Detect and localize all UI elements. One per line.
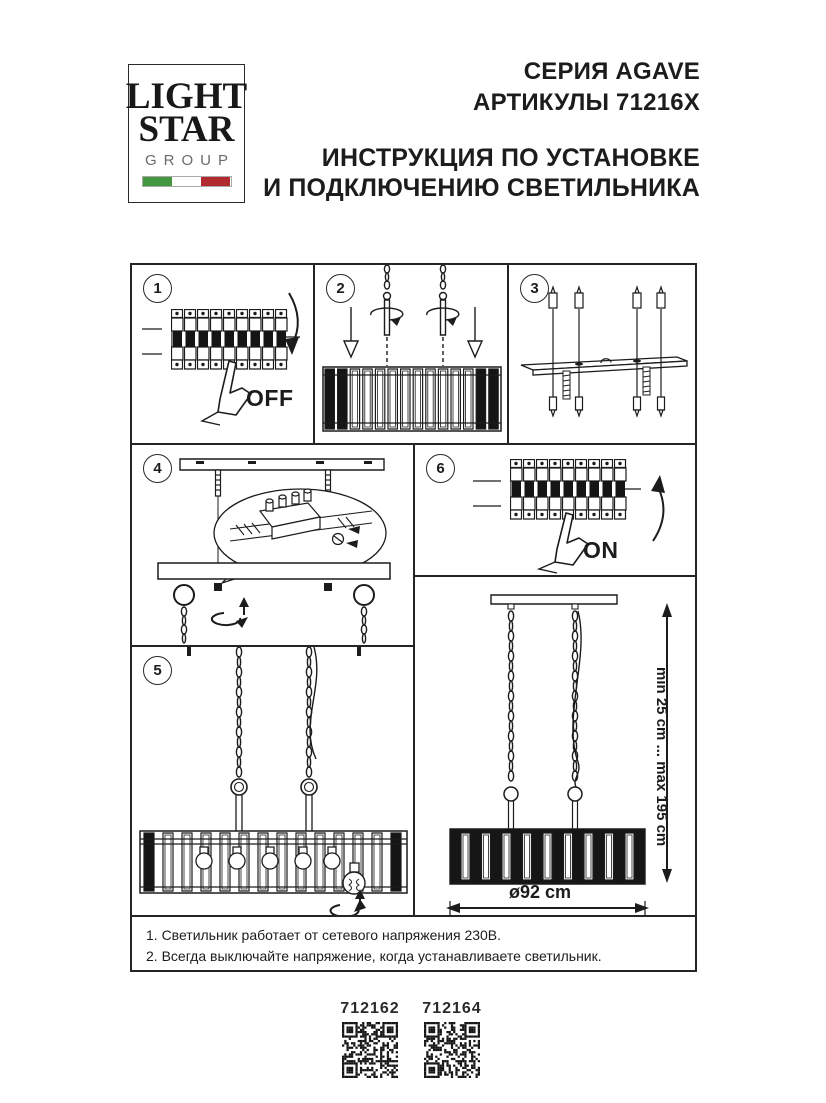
breaker-on-diagram [415, 445, 695, 575]
notes-panel [130, 915, 697, 972]
article-codes [339, 1000, 483, 1078]
article-code-label: 712162 [340, 1000, 400, 1017]
article-code-712162 [339, 1000, 401, 1078]
articles-title: АРТИКУЛЫ 71216X [473, 89, 700, 116]
step-6-number: 6 [426, 454, 455, 483]
step-2-number: 2 [326, 274, 355, 303]
article-code-label: 712164 [422, 1000, 482, 1017]
note-line-2: 2. Всегда выключайте напряжение, когда устанавливаете светильник. [146, 948, 602, 964]
flag-white [172, 177, 201, 186]
note-line-1: 1. Светильник работает от сетевого напряжения 230В. [146, 927, 502, 943]
diameter-label: ø92 cm [508, 882, 572, 902]
bulb-installation-diagram [132, 647, 413, 915]
height-range-label: min 25 cm ... max 195 cm [653, 667, 670, 847]
logo-text-light: LIGHT [125, 76, 248, 117]
step-3-number: 3 [520, 274, 549, 303]
step-1-panel [130, 263, 315, 445]
flag-green [143, 177, 172, 186]
step-1-number: 1 [143, 274, 172, 303]
italian-flag-stripe [142, 176, 232, 187]
instruction-title-line1: ИНСТРУКЦИЯ ПО УСТАНОВКЕ [321, 144, 700, 172]
ceiling-mount-wiring-diagram [132, 445, 413, 645]
step-6-panel [413, 443, 697, 577]
step-4-panel [130, 443, 415, 647]
flag-red [201, 177, 230, 186]
qr-code [342, 1022, 398, 1078]
series-header [473, 56, 700, 118]
step-4-number: 4 [143, 454, 172, 483]
logo-text-group: GROUP [144, 152, 235, 169]
qr-code [424, 1022, 480, 1078]
step-3-panel [507, 263, 697, 445]
step-2-panel [313, 263, 509, 445]
step-5-number: 5 [143, 656, 172, 685]
article-code-712164 [421, 1000, 483, 1078]
series-title: СЕРИЯ AGAVE [523, 58, 700, 85]
dimensions-panel [413, 575, 697, 917]
on-label: ON [583, 537, 619, 563]
instruction-title-line2: И ПОДКЛЮЧЕНИЮ СВЕТИЛЬНИКА [263, 174, 700, 202]
logo-text-star: STAR [138, 109, 235, 150]
lightstar-logo [125, 64, 248, 203]
instruction-title [263, 143, 700, 203]
off-label: OFF [246, 385, 294, 411]
step-5-panel [130, 645, 415, 917]
